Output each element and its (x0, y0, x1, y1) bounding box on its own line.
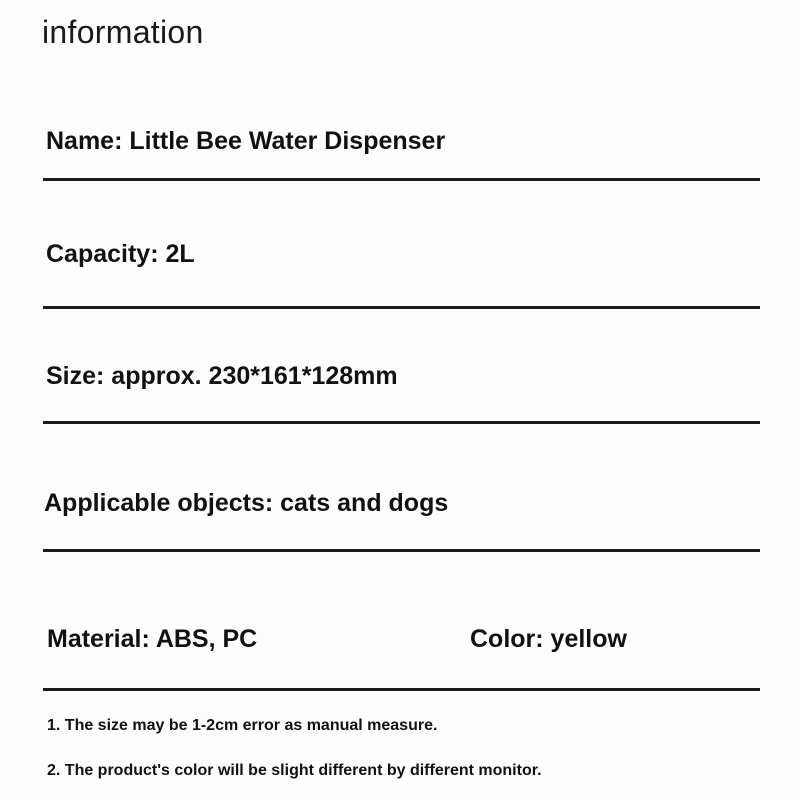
note-size-error: 1. The size may be 1-2cm error as manual measure. (47, 717, 438, 734)
material-row: Material: ABS, PC (47, 625, 258, 653)
color-row: Color: yellow (470, 625, 627, 653)
divider (43, 306, 760, 309)
divider (43, 549, 760, 552)
divider (43, 421, 760, 424)
divider (43, 178, 760, 181)
note-color-difference: 2. The product's color will be slight different by different monitor. (47, 762, 542, 779)
capacity-row: Capacity: 2L (46, 240, 195, 268)
name-row: Name: Little Bee Water Dispenser (46, 127, 446, 155)
size-row: Size: approx. 230*161*128mm (46, 362, 398, 390)
divider (43, 688, 760, 691)
objects-row: Applicable objects: cats and dogs (44, 489, 449, 517)
page-title: information (42, 14, 204, 50)
